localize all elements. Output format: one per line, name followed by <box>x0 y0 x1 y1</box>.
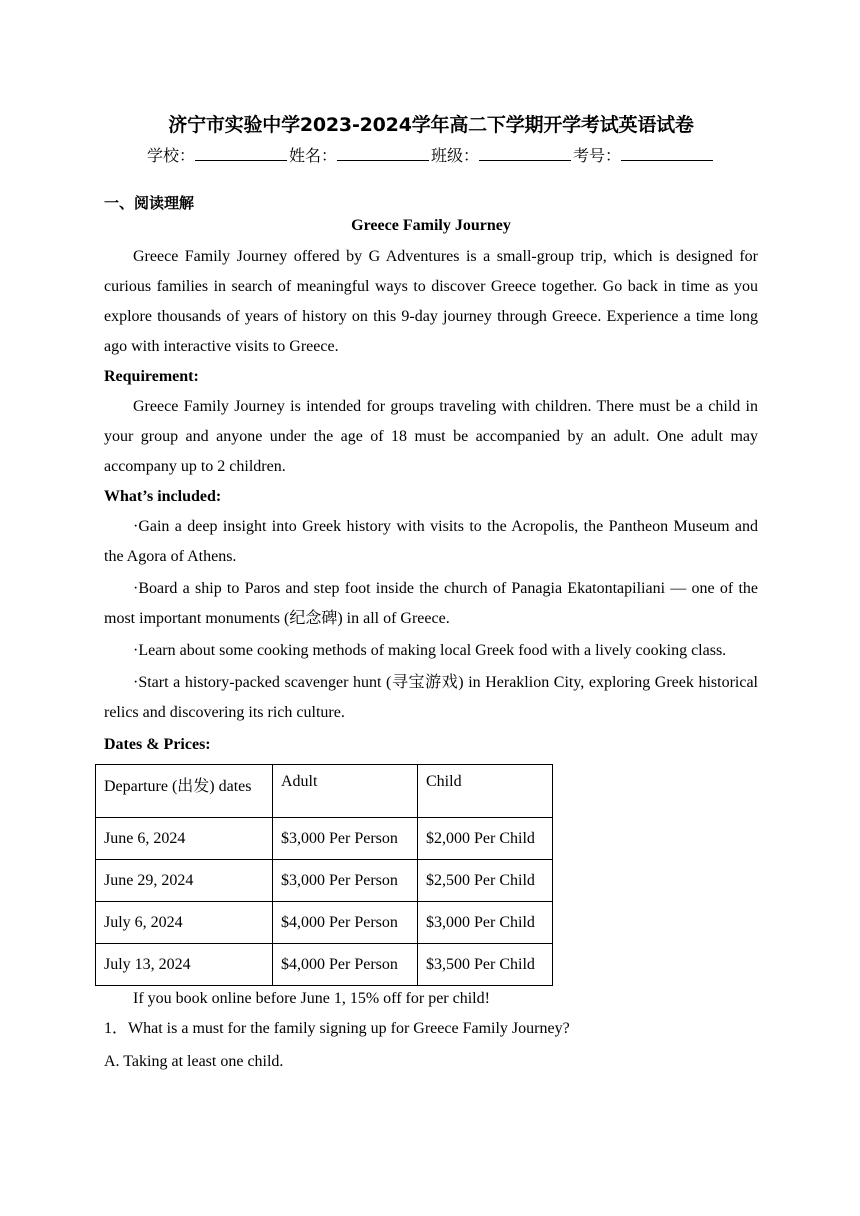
table-cell: June 29, 2024 <box>96 860 273 902</box>
included-item: ·Gain a deep insight into Greek history with visits to the Acropolis, the Pantheon Museum and the Agora of Athens. <box>104 518 758 565</box>
exam-page <box>104 108 758 1078</box>
question-1 <box>104 1012 758 1045</box>
prices-table <box>95 764 553 986</box>
table-cell: $2,500 Per Child <box>418 860 553 902</box>
table-header-cell: Adult <box>273 765 418 818</box>
table-cell: July 13, 2024 <box>96 944 273 986</box>
table-row <box>96 818 553 860</box>
table-cell: $3,500 Per Child <box>418 944 553 986</box>
table-cell: $3,000 Per Child <box>418 902 553 944</box>
requirement-text: Greece Family Journey is intended for groups traveling with children. There must be a child in your group and anyone under the age of 18 must be accompanied by an adult. One adult may accompany up to 2 children. <box>104 398 758 475</box>
table-row <box>96 944 553 986</box>
school-label: 学校： <box>146 146 195 165</box>
question-1-option-a[interactable]: A. Taking at least one child. <box>104 1053 284 1070</box>
passage-title: Greece Family Journey <box>351 217 511 234</box>
discount-note: If you book online before June 1, 15% off for per child! <box>133 990 490 1007</box>
table-cell: $3,000 Per Person <box>273 818 418 860</box>
question-number: 1． <box>104 1020 129 1037</box>
included-item: ·Board a ship to Paros and step foot inside the church of Panagia Ekatontapiliani — one of the most important monuments (纪念碑) in all of Greece. <box>104 580 758 627</box>
exam-number-label: 考号： <box>573 146 622 165</box>
table-row <box>96 902 553 944</box>
school-field <box>147 146 289 165</box>
question-text: What is a must for the family signing up for Greece Family Journey? <box>128 1020 570 1037</box>
table-header-cell: Departure (出发) dates <box>96 765 273 818</box>
class-label: 班级： <box>431 146 480 165</box>
exam-number-blank[interactable] <box>621 146 713 161</box>
section-heading: 一、阅读理解 <box>104 194 195 212</box>
passage-intro: Greece Family Journey offered by G Adventures is a small-group trip, which is designed for curious families in search of meaningful ways to discover Greece together. Go back in time as you explore thousands of years of history on this 9-day journey through Greece. Experience a time long ago with interactive visits to Greece. <box>104 248 758 355</box>
student-info-row <box>104 142 758 170</box>
name-label: 姓名： <box>288 146 337 165</box>
included-item: ·Learn about some cooking methods of making local Greek food with a lively cooking class. <box>133 642 727 659</box>
name-blank[interactable] <box>337 146 429 161</box>
exam-title: 济宁市实验中学2023-2024学年高二下学期开学考试英语试卷 <box>168 114 694 136</box>
table-cell: $2,000 Per Child <box>418 818 553 860</box>
table-cell: $3,000 Per Person <box>273 860 418 902</box>
class-field <box>431 146 573 165</box>
included-heading: What’s included: <box>104 488 222 505</box>
table-row <box>96 860 553 902</box>
included-item: ·Start a history-packed scavenger hunt (寻宝游戏) in Heraklion City, exploring Greek historical relics and discovering its rich culture. <box>104 674 758 721</box>
class-blank[interactable] <box>479 146 571 161</box>
table-cell: $4,000 Per Person <box>273 902 418 944</box>
table-cell: June 6, 2024 <box>96 818 273 860</box>
exam-number-field <box>573 146 715 165</box>
table-cell: July 6, 2024 <box>96 902 273 944</box>
table-header-row <box>96 765 553 818</box>
table-header-cell: Child <box>418 765 553 818</box>
school-blank[interactable] <box>195 146 287 161</box>
name-field <box>289 146 431 165</box>
table-cell: $4,000 Per Person <box>273 944 418 986</box>
requirement-heading: Requirement: <box>104 368 199 385</box>
dates-heading: Dates & Prices: <box>104 736 211 753</box>
